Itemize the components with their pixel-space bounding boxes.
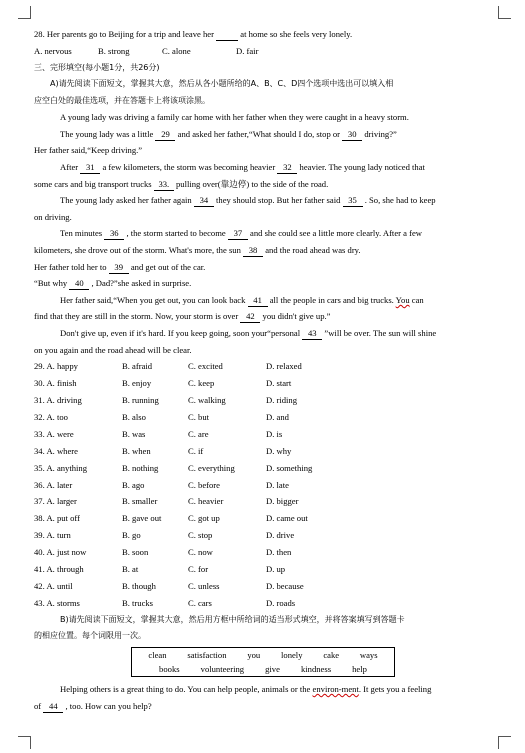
question-number: 31. [34,395,45,405]
question-28-options [34,43,492,60]
word-bank-word: help [352,663,367,674]
option-text: A. until [46,580,73,591]
option-text: A. turn [46,530,71,541]
option-b: B. afraid [122,361,153,372]
option-c: C. got up [188,513,220,524]
passage-b-line [34,698,492,715]
option-a: A. nervous [34,45,72,56]
passage-text: pulling over(靠边停) to the side of the road. [175,178,329,189]
passage-line [34,109,492,126]
passage-text: can [411,294,424,305]
question-number: 32. [34,411,45,422]
passage-text: of [34,700,42,711]
question-label [34,463,87,473]
option-a [34,443,122,460]
passage-text: . It gets you a feeling [358,683,432,694]
option-c: C. if [188,445,204,456]
passage-text: Her father said,“Keep driving.” [34,145,143,156]
option-b: B. enjoy [122,378,152,389]
option-c: C. keep [188,378,215,389]
blank-39: 39 [109,262,129,274]
question-label [34,564,84,574]
option-text: A. happy [46,361,78,372]
passage-text: “But why [34,278,68,289]
passage-text: The young lady asked her father again [60,195,192,206]
word-bank-word: ways [359,649,378,660]
blank-41: 41 [248,295,268,307]
blank-42: 42 [240,311,260,323]
passage-text: , the storm started to become [126,228,226,239]
question-number: 33. [34,428,45,439]
passage-b-line [34,681,492,698]
passage-line [34,325,492,342]
option-text: A. storms [46,597,80,608]
option-b: B. nothing [122,462,159,473]
question-number: 42. [34,580,45,591]
passage-text: Her father told her to [34,261,107,272]
passage-text: environ-ment [312,683,359,694]
question-label [34,480,72,490]
option-c: C. but [188,411,210,422]
passage-text: a few kilometers, the storm was becoming heavier [102,162,276,173]
question-37-options [34,493,492,510]
crop-mark-top-left [18,6,31,19]
option-d: D. came out [266,513,308,524]
option-text: A. too [46,411,68,422]
passage-text: , Dad?”she asked in surprise. [91,278,192,289]
option-b: B. trucks [122,597,154,608]
option-b: B. at [122,564,139,575]
option-d: D. then [266,547,292,558]
blank-33: 33. [154,179,174,191]
word-bank-word: volunteering [200,663,245,674]
passage-text: and asked her father,“What should I do, stop or [177,128,341,139]
word-bank-word: satisfaction [187,649,227,660]
word-bank-word: give [265,663,280,674]
passage-text: you didn't give up.” [262,311,331,322]
option-c: C. excited [188,361,223,372]
passage-line [34,308,492,325]
passage-line [34,275,492,292]
passage-text: . So, she had to keep [364,195,436,206]
option-text: A. finish [46,378,77,389]
option-text: A. larger [46,496,77,507]
option-b: B. was [122,428,146,439]
question-28-blank [216,29,238,41]
question-label [34,547,86,557]
option-c: C. stop [188,530,213,541]
option-d: D. up [266,564,286,575]
option-a [34,460,122,477]
option-a [34,358,122,375]
option-d: D. start [266,378,292,389]
blank-40: 40 [69,278,89,290]
option-b: B. running [122,395,159,405]
passage-text: some cars and big transport trucks [34,178,152,189]
question-28-text-end: at home so she feels very lonely. [240,29,353,39]
question-30-options [34,375,492,392]
question-39-options [34,527,492,544]
word-bank-row-2 [132,662,394,676]
option-d: D. relaxed [266,361,302,372]
question-33-options [34,426,492,443]
question-number: 40. [34,547,45,558]
passage-text: all the people in cars and big trucks. [269,294,394,305]
question-number: 34. [34,445,45,456]
question-label [34,446,78,456]
blank-43: 43 [302,328,322,340]
option-c: C. walking [188,395,226,405]
option-d: D. late [266,479,289,490]
blank-30: 30 [342,129,362,141]
question-label [34,412,68,422]
option-c: C. unless [188,580,220,591]
option-c: C. heavier [188,496,224,507]
question-number: 29. [34,361,45,372]
option-b: B. soon [122,547,149,558]
option-c: C. alone [162,45,191,56]
option-c: C. everything [188,462,235,473]
option-d: D. bigger [266,496,299,507]
option-b: B. strong [98,45,130,56]
option-c: C. cars [188,597,212,608]
passage-line [34,192,492,209]
question-41-options [34,561,492,578]
question-34-options [34,443,492,460]
option-d: D. riding [266,395,298,405]
passage-text: on driving. [34,211,72,222]
option-text: A. later [46,479,73,490]
blank-38: 38 [243,245,263,257]
section-b-instruction-line-1: B)请先阅读下面短文，掌握其大意，然后用方框中所给词的适当形式填空，并将答案填写到答题卡 [60,614,405,624]
passage-line [34,342,492,359]
option-c: C. are [188,428,209,439]
question-label [34,378,77,388]
blank-37: 37 [228,228,248,240]
question-number: 37. [34,496,45,507]
question-number: 36. [34,479,45,490]
passage-text: and get out of the car. [130,261,206,272]
word-bank-word: you [247,649,261,660]
blank-44: 44 [43,701,63,713]
section-b-instruction-line-2: 的相应位置。每个词限用一次。 [34,631,146,641]
question-label [34,530,71,540]
passage-text: ”will be over. The sun will shine [324,328,437,338]
option-text: A. were [46,428,74,439]
blank-36: 36 [104,228,124,240]
crop-mark-bottom-left [18,736,31,749]
option-d: D. something [266,462,313,473]
option-b: B. though [122,580,156,591]
blank-31: 31 [80,162,100,174]
question-number: 43. [34,597,45,608]
option-a [34,477,122,494]
question-number: 38. [34,513,45,524]
question-36-options [34,477,492,494]
option-a [34,578,122,595]
passage-line [34,126,492,143]
option-a [34,510,122,527]
passage-text: and she could see a little more clearly. After a few [250,228,422,239]
passage-text: After [60,162,79,173]
passage-text: on you again and the road ahead will be clear. [34,344,192,355]
passage-text: You [395,294,410,305]
blank-34: 34 [194,195,214,207]
option-c: C. for [188,564,209,575]
question-label [34,496,77,506]
section-3-title: 三、完形填空(每小题1分，共26分) [34,62,160,72]
option-text: A. through [46,564,84,575]
question-number: 30. [34,378,45,389]
passage-text: find that they are still in the storm. Now, your storm is over [34,311,239,322]
passage-text: The young lady was a little [60,128,154,139]
option-c: C. before [188,479,220,490]
passage-line [34,292,492,309]
passage-text: kilometers, she drove out of the storm. What's more, the sun [34,245,241,256]
section-a-instruction-line-2: 应空白处的最佳选项，并在答题卡上将该项涂黑。 [34,95,210,105]
option-a [34,527,122,544]
question-label [34,361,78,371]
passage-line [34,209,492,226]
option-b: B. go [122,530,141,541]
passage-text: Ten minutes [60,228,103,239]
question-number: 35. [34,462,45,473]
question-label [34,581,73,591]
option-b: B. ago [122,479,145,490]
exam-page [34,26,492,714]
passage-text: driving?” [364,128,397,139]
question-options-list [34,358,492,612]
question-28-stem [34,26,492,43]
option-b: B. gave out [122,513,162,524]
blank-35: 35 [343,195,363,207]
section-a-instruction-line-1: A)请先阅读下面短文，掌握其大意，然后从各小题所给的A、B、C、D四个选项中选出可以填入相 [50,79,394,89]
passage-text: heavier. The young lady noticed that [299,162,425,173]
word-bank-word: clean [148,649,167,660]
question-31-options [34,392,492,409]
option-a [34,561,122,578]
option-text: A. just now [46,547,87,558]
passage-line [34,159,492,176]
option-a [34,409,122,426]
option-text: A. driving [46,395,82,405]
option-text: A. where [46,445,78,456]
passage-text: Helping others is a great thing to do. You can help people, animals or the [60,683,311,694]
passage-line [34,225,492,242]
option-c: C. now [188,547,213,558]
blank-32: 32 [277,162,297,174]
word-bank-row-1 [132,648,394,662]
word-bank-word: cake [323,649,340,660]
option-b: B. when [122,445,151,456]
passage-text: they should stop. But her father said [216,195,341,206]
question-label [34,513,80,523]
word-bank-word: lonely [281,649,303,660]
question-40-options [34,544,492,561]
option-a [34,392,122,409]
blank-29: 29 [155,129,175,141]
option-a [34,426,122,443]
option-d: D. fair [236,45,259,56]
option-d: D. drive [266,530,295,541]
option-text: A. anything [46,462,88,473]
word-bank-box [131,647,395,677]
question-38-options [34,510,492,527]
option-a [34,493,122,510]
option-b: B. also [122,411,146,422]
question-label [34,395,82,405]
word-bank-word: kindness [300,663,332,674]
question-42-options [34,578,492,595]
option-d: D. and [266,411,289,422]
option-d: D. why [266,445,292,456]
option-a [34,375,122,392]
passage-text: , too. How can you help? [65,700,152,711]
option-d: D. roads [266,597,296,608]
option-d: D. is [266,428,283,439]
option-b: B. smaller [122,496,158,507]
passage-text: Her father said,“When you get out, you can look back [60,294,246,305]
option-a [34,595,122,612]
word-bank-word: books [159,663,180,674]
passage-text: Don't give up, even if it's hard. If you keep going, soon your“personal [60,328,301,338]
passage-text: A young lady was driving a family car home with her father when they were caught in a heavy storm. [60,112,409,123]
passage-line [34,142,492,159]
question-32-options [34,409,492,426]
question-28-text: 28. Her parents go to Beijing for a trip and leave her [34,29,214,39]
question-number: 39. [34,530,45,541]
option-text: A. put off [46,513,80,524]
question-29-options [34,358,492,375]
passage-line [34,242,492,259]
crop-mark-bottom-right [498,736,511,749]
question-35-options [34,460,492,477]
passage-line [34,259,492,276]
question-label [34,598,80,608]
question-43-options [34,595,492,612]
passage-line [34,176,492,193]
option-a [34,544,122,561]
crop-mark-top-right [498,6,511,19]
question-number: 41. [34,564,45,575]
option-d: D. because [266,580,304,591]
passage-text: and the road ahead was dry. [265,245,361,256]
question-label [34,429,74,439]
